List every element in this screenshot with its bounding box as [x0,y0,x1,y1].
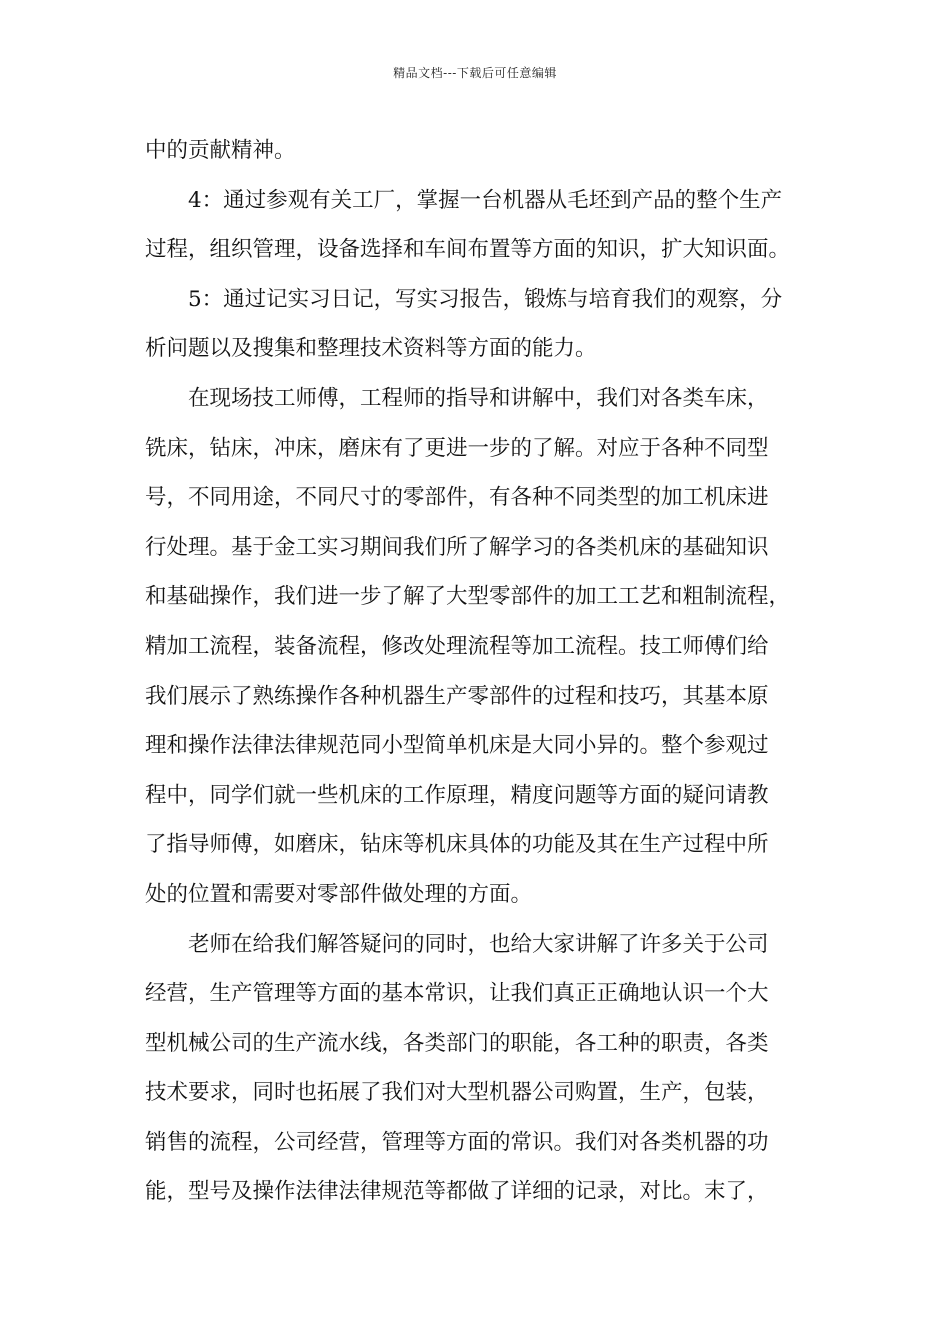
text-line: 在现场技工师傅，工程师的指导和讲解中，我们对各类车床， [188,385,769,411]
text-line: 了指导师傅，如磨床，钻床等机床具体的功能及其在生产过程中所 [145,832,769,858]
text-line: 程中，同学们就一些机床的工作原理，精度问题等方面的疑问请教 [145,782,769,808]
text-line: 中的贡献精神。 [145,138,296,163]
text-line: 处的位置和需要对零部件做处理的方面。 [145,881,533,907]
text-line: 老师在给我们解答疑问的同时，也给大家讲解了许多关于公司 [188,931,769,957]
text-line: 4：通过参观有关工厂，掌握一台机器从毛坯到产品的整个生产 [188,187,783,213]
text-line: 号，不同用途，不同尺寸的零部件，有各种不同类型的加工机床进 [145,485,769,511]
text-line: 行处理。基于金工实习期间我们所了解学习的各类机床的基础知识 [145,534,769,560]
text-line: 过程，组织管理，设备选择和车间布置等方面的知识，扩大知识面。 [145,237,791,263]
text-line: 经营，生产管理等方面的基本常识，让我们真正正确地认识一个大 [145,981,769,1007]
text-line: 能，型号及操作法律法律规范等都做了详细的记录，对比。末了， [145,1179,769,1205]
text-line: 销售的流程，公司经营，管理等方面的常识。我们对各类机器的功 [145,1129,769,1155]
text-line: 5：通过记实习日记，写实习报告，锻炼与培育我们的观察，分 [188,286,783,312]
text-line: 精加工流程，装备流程，修改处理流程等加工流程。技工师傅们给 [145,633,769,659]
document-body [145,126,810,1217]
text-line: 我们展示了熟练操作各种机器生产零部件的过程和技巧，其基本原 [145,683,769,709]
text-line: 理和操作法律法律规范同小型简单机床是大同小异的。整个参观过 [145,733,769,759]
text-line: 析问题以及搜集和整理技术资料等方面的能力。 [145,336,597,362]
text-line: 和基础操作，我们进一步了解了大型零部件的加工工艺和粗制流程， [145,584,791,610]
page-header: 精品文档---下载后可任意编辑 [393,66,557,80]
text-line: 铣床，钻床，冲床，磨床有了更进一步的了解。对应于各种不同型 [145,435,769,461]
text-line: 型机械公司的生产流水线，各类部门的职能，各工种的职责，各类 [145,1030,769,1056]
text-line: 技术要求，同时也拓展了我们对大型机器公司购置，生产，包装， [145,1080,769,1106]
